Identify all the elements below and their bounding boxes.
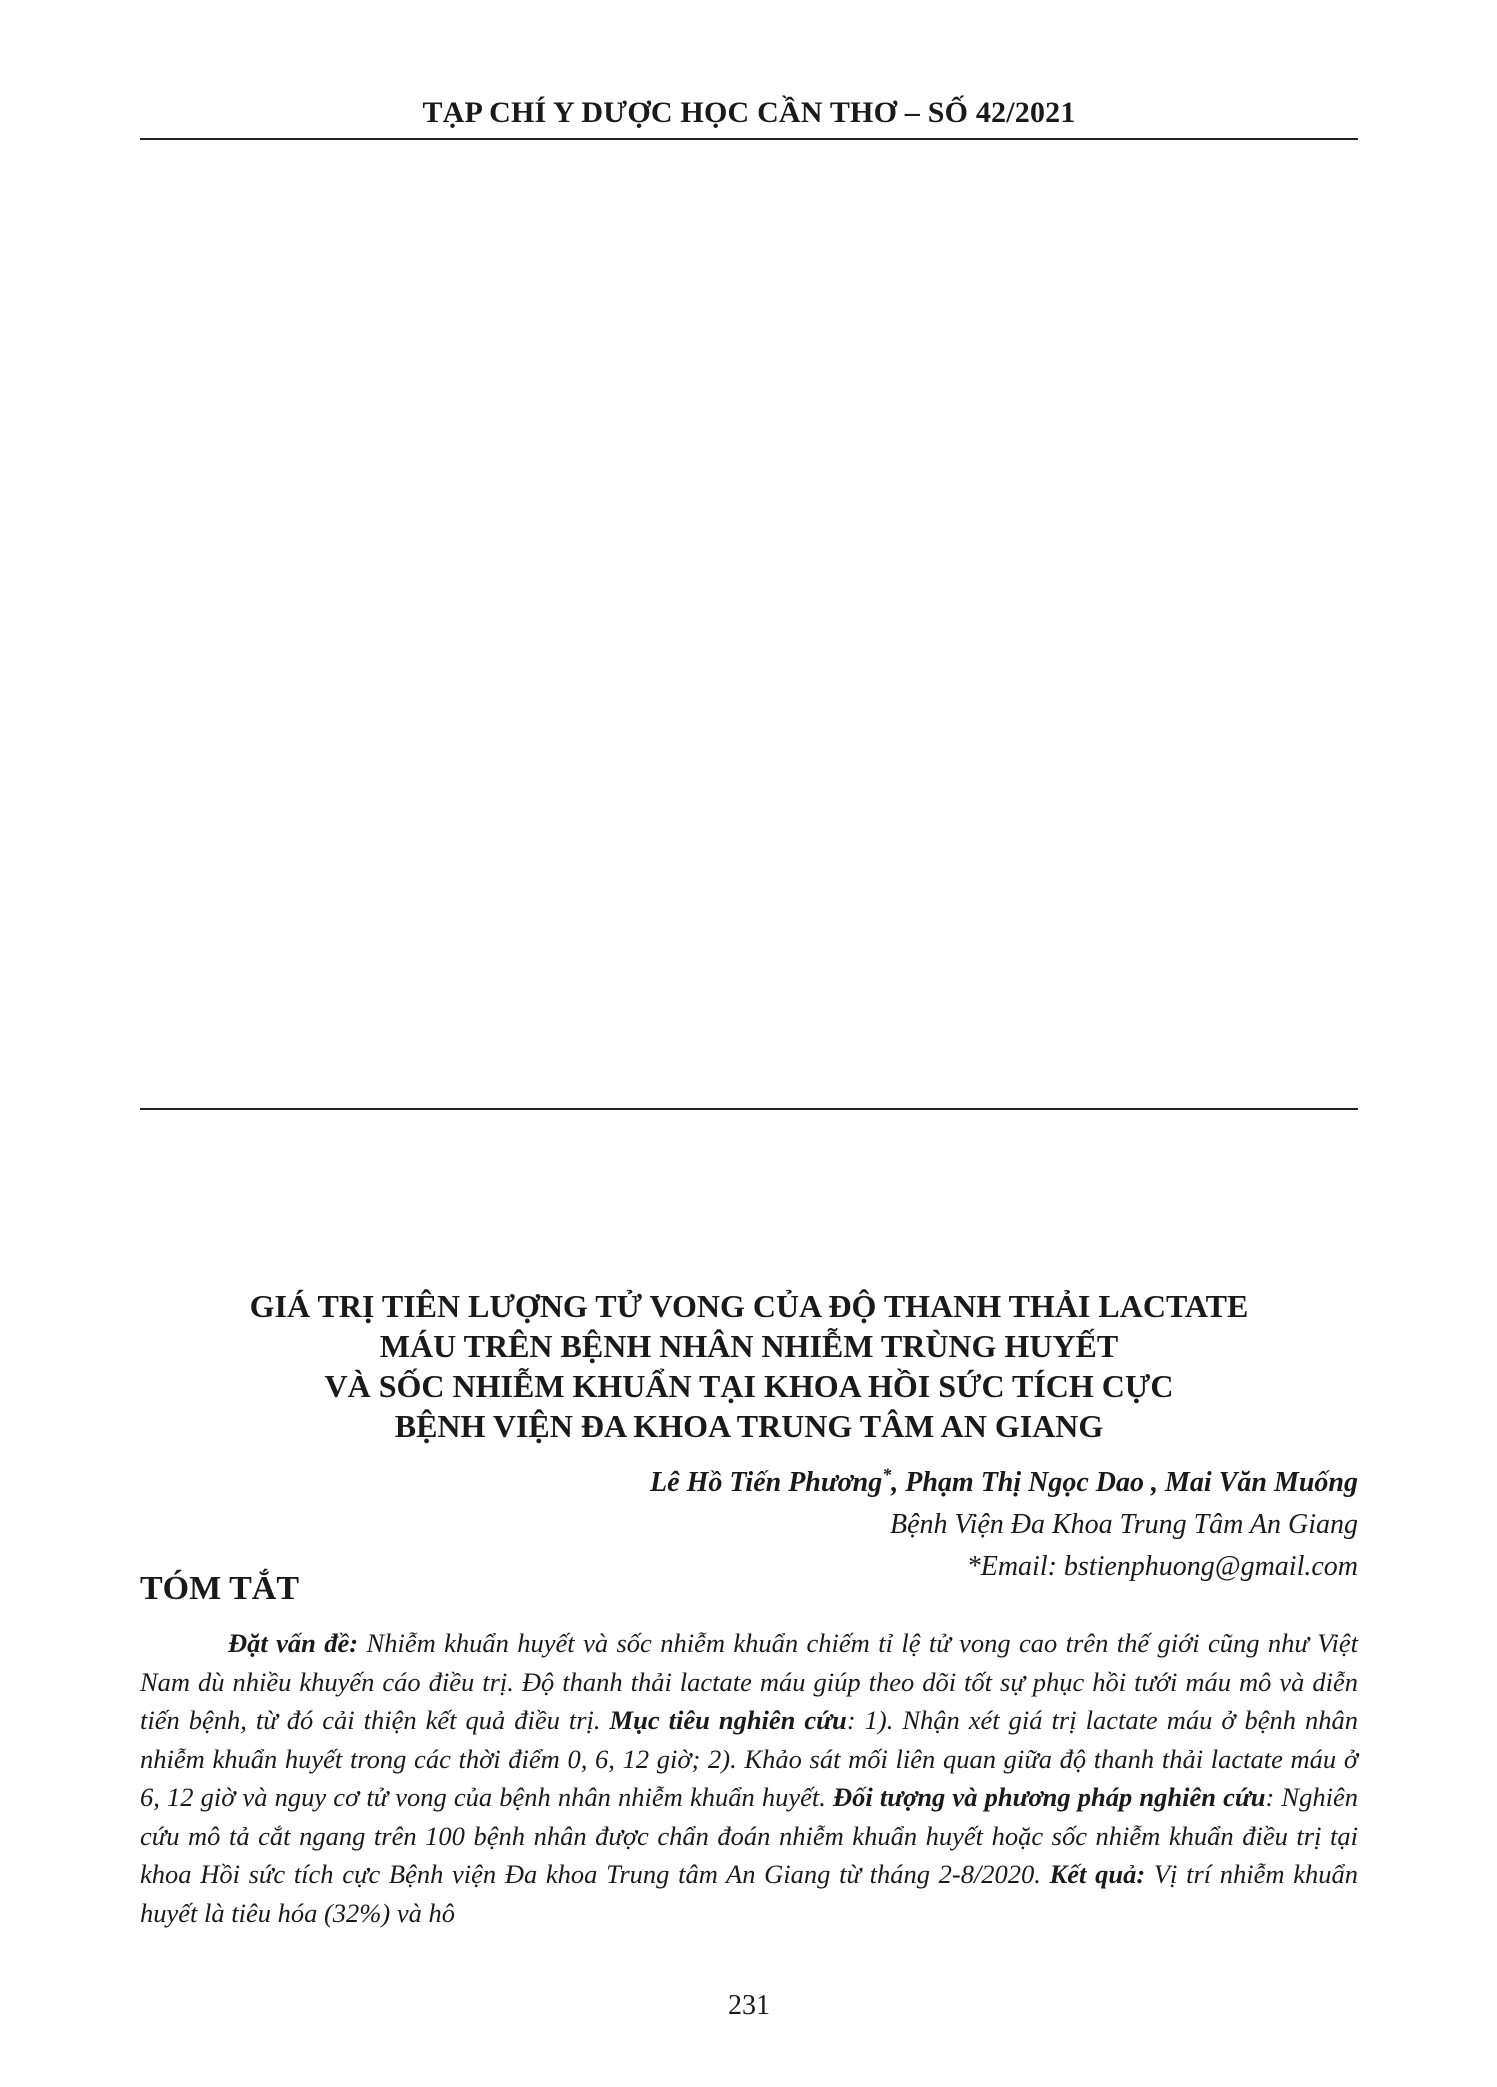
author-names [650,1467,1358,1498]
text-background: Nhiễm khuẩn huyết và sốc nhiễm khuẩn chiếm tỉ lệ tử vong cao trên thế giới cũng như Việt Nam dù nhiều khuyến cáo điều trị. Độ thanh thải lactate máu giúp theo dõi tốt sự phục hồi tưới máu mô và diễn tiến bệnh, từ đó cải thiện kết quả điều trị. [140,1628,1358,1735]
text-results: Vị trí nhiễm khuẩn huyết là tiêu hóa (32%) và hô [140,1859,1358,1928]
title-line: VÀ SỐC NHIỄM KHUẨN TẠI KHOA HỒI SỨC TÍCH CỰC [324,1368,1174,1404]
article-title [140,1286,1358,1446]
label-objectives: Mục tiêu nghiên cứu [609,1705,847,1735]
author-block [650,1454,1358,1588]
text-methods: : Nghiên cứu mô tả cắt ngang trên 100 bệnh nhân được chẩn đoán nhiễm khuẩn huyết hoặc sốc nhiễm khuẩn điều trị tại khoa Hồi sức tích cực Bệnh viện Đa khoa Trung tâm An Giang từ tháng 2-8/2020. [140,1782,1358,1889]
header-rule [140,138,1358,140]
author-others: , Phạm Thị Ngọc Dao , Mai Văn Muống [891,1467,1358,1499]
section-rule [140,1108,1358,1110]
label-background: Đặt vấn đề: [228,1628,359,1658]
label-methods: Đối tượng và phương pháp nghiên cứu [832,1782,1266,1812]
title-line: BỆNH VIỆN ĐA KHOA TRUNG TÂM AN GIANG [394,1408,1104,1444]
page-number: 231 [728,1990,770,2021]
title-line: MÁU TRÊN BỆNH NHÂN NHIỄM TRÙNG HUYẾT [379,1328,1119,1364]
abstract-body [140,1624,1358,1932]
abstract-heading: TÓM TẮT [140,1570,300,1607]
contact-email: *Email: bstienphuong@gmail.com [966,1551,1358,1583]
author-primary: Lê Hồ Tiến Phương [650,1467,883,1499]
text-objectives: : 1). Nhận xét giá trị lactate máu ở bệnh nhân nhiễm khuẩn huyết trong các thời điểm 0, 6, 12 giờ; 2). Khảo sát mối liên quan giữa độ thanh thải lactate máu ở 6, 12 giờ và nguy cơ tử vong của bệnh nhân nhiễm khuẩn huyết. [140,1705,1359,1812]
affiliation: Bệnh Viện Đa Khoa Trung Tâm An Giang [890,1509,1358,1541]
journal-header: TẠP CHÍ Y DƯỢC HỌC CẦN THƠ – SỐ 42/2021 [422,96,1076,129]
label-results: Kết quả: [1049,1859,1146,1889]
corresponding-mark: * [882,1465,892,1485]
title-line: GIÁ TRỊ TIÊN LƯỢNG TỬ VONG CỦA ĐỘ THANH THẢI LACTATE [249,1288,1249,1324]
